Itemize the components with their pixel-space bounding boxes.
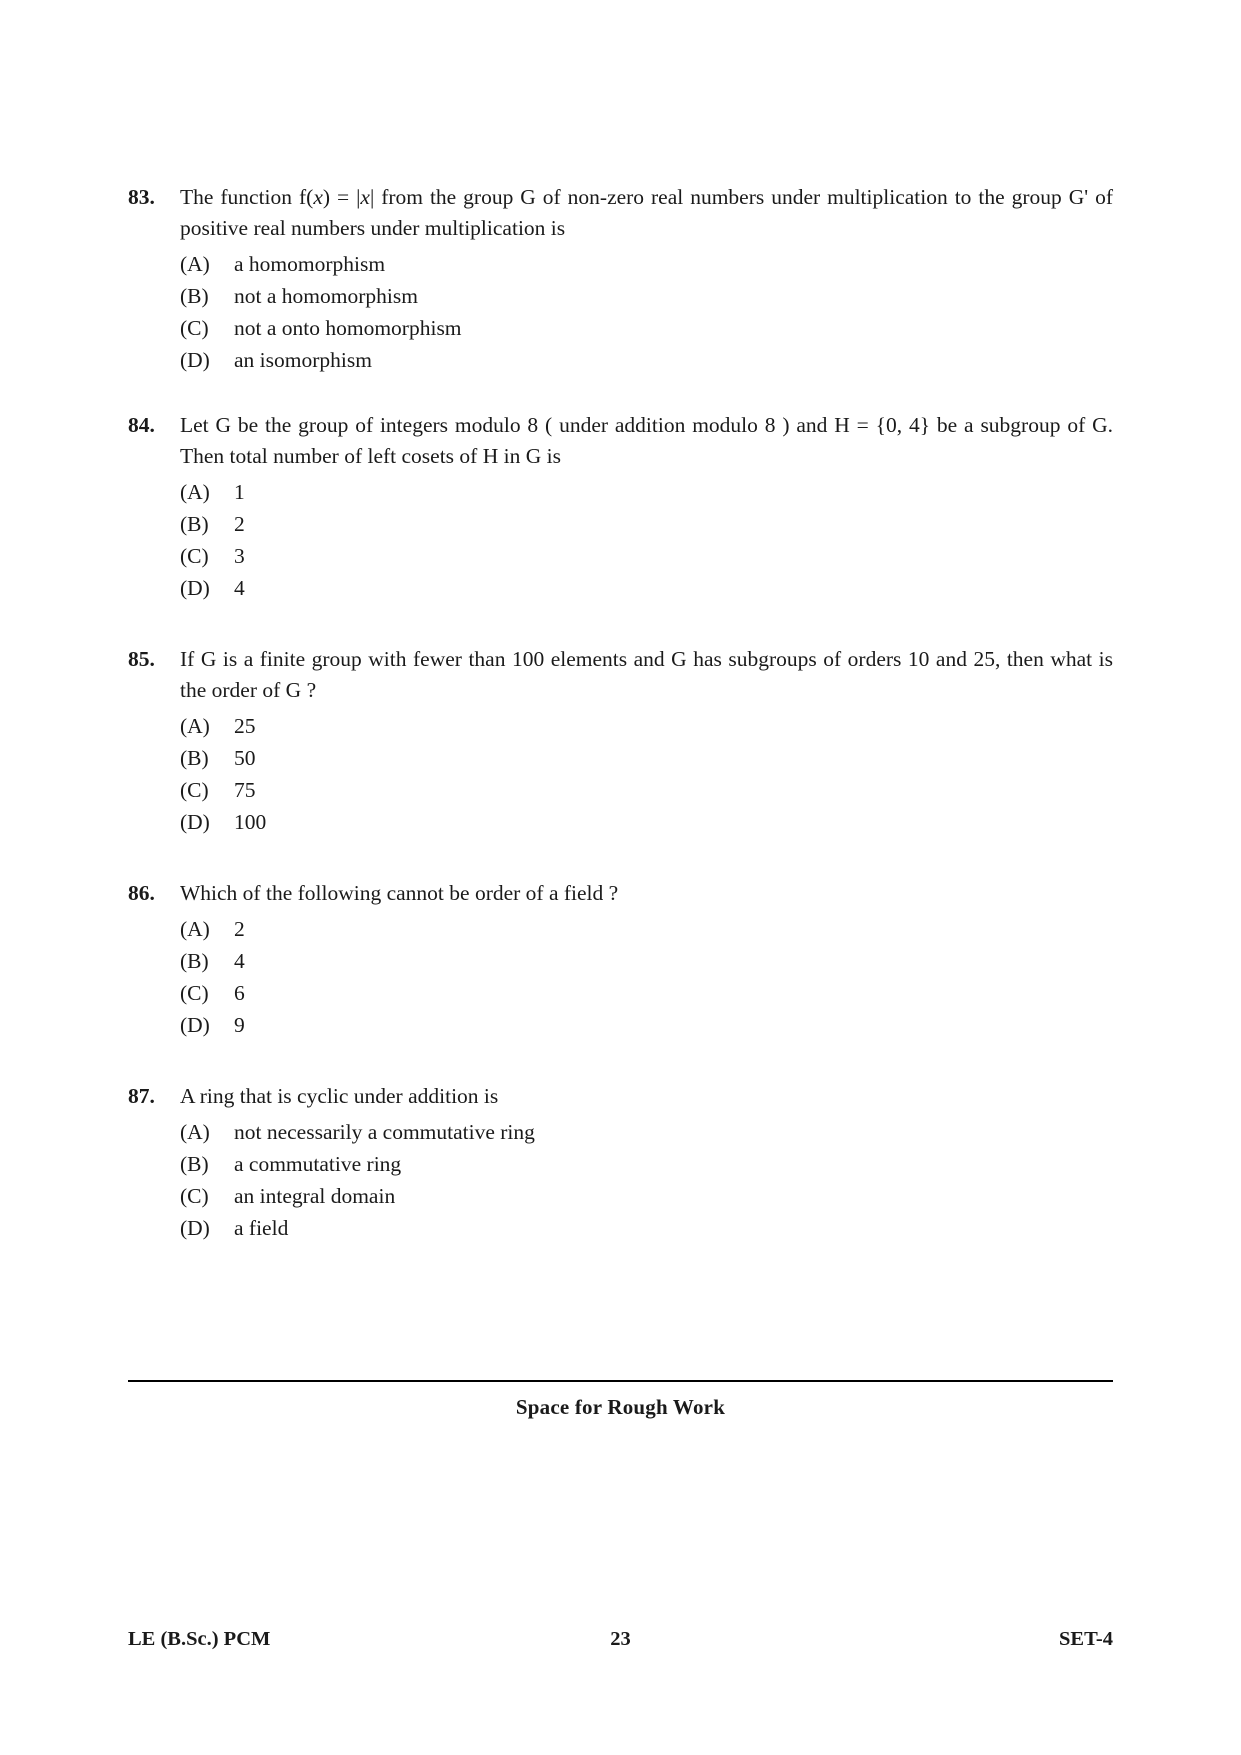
option-row[interactable] xyxy=(180,345,1113,376)
option-label: 50 xyxy=(234,746,256,770)
option-label: 2 xyxy=(234,917,245,941)
option-key: (B) xyxy=(180,512,209,536)
rough-work-label: Space for Rough Work xyxy=(515,1395,726,1419)
option-label: 6 xyxy=(234,981,245,1005)
option-row[interactable] xyxy=(180,807,1113,838)
option-label: a homomorphism xyxy=(234,252,386,276)
option-label: not a onto homomorphism xyxy=(234,316,462,340)
option-row[interactable] xyxy=(180,914,1113,945)
rough-work-section xyxy=(128,1380,1113,1420)
option-key: (C) xyxy=(180,316,209,340)
option-label: 4 xyxy=(234,576,245,600)
option-row[interactable] xyxy=(180,573,1113,604)
question-85-number: 85. xyxy=(128,647,155,671)
option-key: (B) xyxy=(180,284,209,308)
question-86-number: 86. xyxy=(128,881,155,905)
option-row[interactable] xyxy=(180,313,1113,344)
option-row[interactable] xyxy=(180,249,1113,280)
option-key: (C) xyxy=(180,544,209,568)
option-label: 1 xyxy=(234,480,245,504)
option-key: (D) xyxy=(180,810,210,834)
question-87 xyxy=(128,1081,1113,1244)
option-label: a field xyxy=(234,1216,289,1240)
option-row[interactable] xyxy=(180,281,1113,312)
option-row[interactable] xyxy=(180,946,1113,977)
option-row[interactable] xyxy=(180,1181,1113,1212)
option-key: (C) xyxy=(180,1184,209,1208)
question-84-number: 84. xyxy=(128,413,155,437)
question-87-options xyxy=(128,1117,1113,1244)
footer-paper-code: LE (B.Sc.) PCM xyxy=(128,1628,271,1650)
question-83-options xyxy=(128,249,1113,376)
option-row[interactable] xyxy=(180,541,1113,572)
footer-set-code: SET-4 xyxy=(1059,1628,1113,1650)
option-label: 2 xyxy=(234,512,245,536)
question-83-header xyxy=(128,182,1113,244)
question-85-header xyxy=(128,644,1113,706)
question-87-number: 87. xyxy=(128,1084,155,1108)
option-key: (B) xyxy=(180,949,209,973)
question-84 xyxy=(128,410,1113,604)
option-row[interactable] xyxy=(180,509,1113,540)
option-row[interactable] xyxy=(180,1149,1113,1180)
footer-page-number: 23 xyxy=(610,1628,631,1650)
option-key: (B) xyxy=(180,1152,209,1176)
option-row[interactable] xyxy=(180,775,1113,806)
horizontal-divider xyxy=(128,1380,1113,1382)
option-row[interactable] xyxy=(180,1213,1113,1244)
option-label: 9 xyxy=(234,1013,245,1037)
option-key: (A) xyxy=(180,480,210,504)
question-83-text: The function f(x) = |x| from the group G of non-zero real numbers under multiplication to the group G' of positive real numbers under multiplication is xyxy=(180,185,1113,240)
option-label: an isomorphism xyxy=(234,348,372,372)
option-key: (A) xyxy=(180,1120,210,1144)
option-key: (A) xyxy=(180,252,210,276)
option-key: (D) xyxy=(180,1013,210,1037)
option-row[interactable] xyxy=(180,711,1113,742)
question-86-text: Which of the following cannot be order of a field ? xyxy=(180,881,619,905)
question-83-number: 83. xyxy=(128,185,155,209)
question-85 xyxy=(128,644,1113,838)
option-key: (D) xyxy=(180,348,210,372)
page-footer xyxy=(128,1628,1113,1651)
option-key: (D) xyxy=(180,576,210,600)
option-row[interactable] xyxy=(180,743,1113,774)
question-83 xyxy=(128,182,1113,376)
option-key: (A) xyxy=(180,714,210,738)
question-86 xyxy=(128,878,1113,1041)
question-list xyxy=(128,182,1113,1284)
question-87-header xyxy=(128,1081,1113,1112)
option-label: 75 xyxy=(234,778,256,802)
question-84-header xyxy=(128,410,1113,472)
option-key: (D) xyxy=(180,1216,210,1240)
question-87-text: A ring that is cyclic under addition is xyxy=(180,1084,499,1108)
option-label: 4 xyxy=(234,949,245,973)
option-row[interactable] xyxy=(180,978,1113,1009)
option-key: (C) xyxy=(180,778,209,802)
option-row[interactable] xyxy=(180,1010,1113,1041)
option-label: not a homomorphism xyxy=(234,284,418,308)
question-86-header xyxy=(128,878,1113,909)
question-84-options xyxy=(128,477,1113,604)
option-key: (C) xyxy=(180,981,209,1005)
option-label: 3 xyxy=(234,544,245,568)
question-85-text: If G is a finite group with fewer than 100 elements and G has subgroups of orders 10 and 25, then what is the order of G ? xyxy=(180,647,1113,702)
option-key: (B) xyxy=(180,746,209,770)
option-key: (A) xyxy=(180,917,210,941)
question-84-text: Let G be the group of integers modulo 8 ( under addition modulo 8 ) and H = {0, 4} be a subgroup of G. Then total number of left cosets of H in G is xyxy=(180,413,1113,468)
option-label: an integral domain xyxy=(234,1184,396,1208)
option-label: a commutative ring xyxy=(234,1152,402,1176)
question-86-options xyxy=(128,914,1113,1041)
option-row[interactable] xyxy=(180,477,1113,508)
option-label: 100 xyxy=(234,810,267,834)
option-label: not necessarily a commutative ring xyxy=(234,1120,535,1144)
option-row[interactable] xyxy=(180,1117,1113,1148)
question-85-options xyxy=(128,711,1113,838)
option-label: 25 xyxy=(234,714,256,738)
